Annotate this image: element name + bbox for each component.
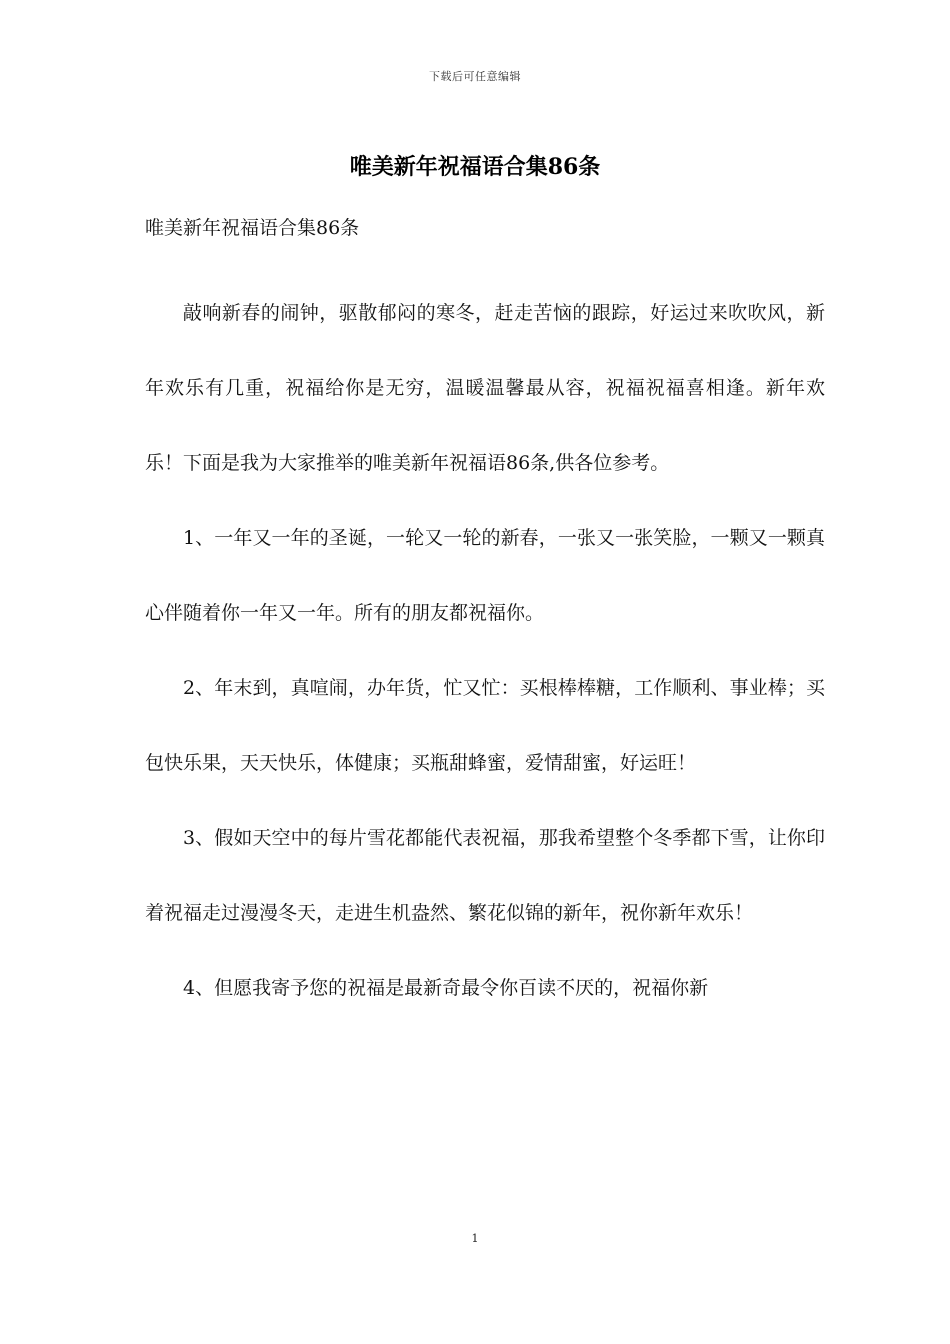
document-subtitle: 唯美新年祝福语合集86条: [145, 217, 360, 239]
intro-paragraph: 敲响新春的闹钟，驱散郁闷的寒冬，赶走苦恼的跟踪，好运过来吹吹风，新年欢乐有几重，祝福给你是无穷，温暖温馨最从容，祝福祝福喜相逢。新年欢乐！下面是我为大家推举的唯美新年祝福语86条,供各位参考。: [145, 302, 825, 474]
header-note: 下载后可任意编辑: [429, 70, 521, 83]
document-title: 唯美新年祝福语合集86条: [349, 154, 601, 180]
wish-paragraph-1: 1、一年又一年的圣诞，一轮又一轮的新春，一张又一张笑脸，一颗又一颗真心伴随着你一年又一年。所有的朋友都祝福你。: [145, 527, 825, 624]
wish-paragraph-4: 4、但愿我寄予您的祝福是最新奇最令你百读不厌的，祝福你新: [183, 977, 709, 999]
wish-paragraph-3: 3、假如天空中的每片雪花都能代表祝福，那我希望整个冬季都下雪，让你印着祝福走过漫漫冬天，走进生机盎然、繁花似锦的新年，祝你新年欢乐！: [145, 827, 825, 924]
page-number: 1: [471, 1232, 479, 1245]
document-body: [145, 276, 825, 1026]
wish-paragraph-2: 2、年末到，真喧闹，办年货，忙又忙：买根棒棒糖，工作顺利、事业棒；买包快乐果，天天快乐，体健康；买瓶甜蜂蜜，爱情甜蜜，好运旺！: [145, 677, 825, 774]
